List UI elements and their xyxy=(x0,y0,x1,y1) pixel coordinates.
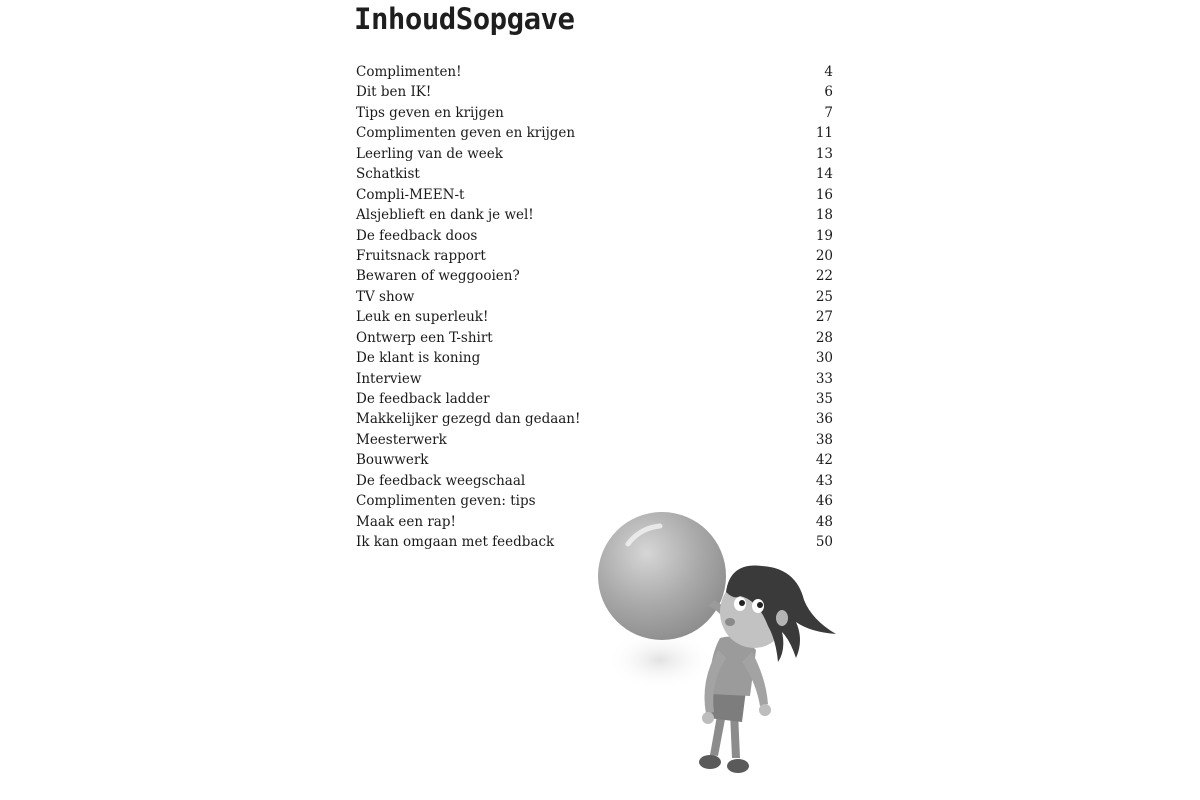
toc-entry xyxy=(356,64,833,84)
toc-entry xyxy=(356,207,833,227)
toc-entry-page-number: 7 xyxy=(824,104,833,121)
toc-entry-label: Alsjeblieft en dank je wel! xyxy=(356,207,534,224)
toc-entry-page-number: 25 xyxy=(815,288,833,305)
toc-entry-label: Bewaren of weggooien? xyxy=(356,268,520,285)
toc-entry-page-number: 30 xyxy=(815,350,833,367)
toc-entry-page-number: 6 xyxy=(824,84,833,101)
toc-entry xyxy=(356,309,833,329)
toc-entry-label: Compli-MEEN-t xyxy=(356,186,465,203)
toc-entry-label: De klant is koning xyxy=(356,350,481,367)
toc-entry-label: Ontwerp een T-shirt xyxy=(356,329,493,346)
page-title: InhoudSopgave xyxy=(354,2,575,36)
toc-entry-label: Makkelijker gezegd dan gedaan! xyxy=(356,411,581,428)
boy-blowing-bubblegum-icon xyxy=(590,500,860,790)
toc-entry xyxy=(356,84,833,104)
table-of-contents xyxy=(356,64,833,555)
toc-entry-label: Maak een rap! xyxy=(356,513,456,530)
toc-entry-page-number: 4 xyxy=(824,64,833,80)
toc-entry-page-number: 18 xyxy=(815,207,833,224)
toc-entry-label: TV show xyxy=(356,288,415,305)
toc-entry-label: Complimenten geven en krijgen xyxy=(356,125,576,142)
toc-entry-page-number: 35 xyxy=(815,391,833,407)
toc-entry-label: Bouwwerk xyxy=(356,452,429,469)
toc-entry xyxy=(356,350,833,370)
toc-entry xyxy=(356,228,833,248)
toc-entry-label: Complimenten! xyxy=(356,64,462,80)
toc-entry-label: De feedback doos xyxy=(356,227,478,244)
toc-entry-page-number: 38 xyxy=(815,431,833,448)
toc-entry-page-number: 20 xyxy=(815,247,833,264)
toc-entry-page-number: 16 xyxy=(815,186,833,203)
toc-entry-label: Interview xyxy=(356,370,422,387)
toc-entry-page-number: 43 xyxy=(815,472,833,489)
toc-entry xyxy=(356,268,833,288)
toc-entry-label: Schatkist xyxy=(356,166,420,183)
toc-entry xyxy=(356,330,833,350)
toc-entry-label: Leuk en superleuk! xyxy=(356,309,489,326)
toc-entry xyxy=(356,452,833,472)
toc-entry xyxy=(356,371,833,391)
toc-entry-page-number: 50 xyxy=(815,534,833,551)
toc-entry-page-number: 28 xyxy=(815,329,833,346)
toc-entry-label: Leerling van de week xyxy=(356,145,503,162)
toc-entry-label: Tips geven en krijgen xyxy=(356,104,504,121)
toc-entry-label: Fruitsnack rapport xyxy=(356,247,486,264)
toc-entry-label: Complimenten geven: tips xyxy=(356,493,536,510)
toc-entry xyxy=(356,248,833,268)
toc-entry-page-number: 42 xyxy=(815,452,833,469)
toc-entry xyxy=(356,146,833,166)
toc-entry-label: Ik kan omgaan met feedback xyxy=(356,534,555,551)
toc-entry xyxy=(356,391,833,411)
toc-entry-page-number: 48 xyxy=(815,513,833,530)
toc-entry xyxy=(356,432,833,452)
toc-entry-page-number: 27 xyxy=(815,309,833,326)
toc-entry xyxy=(356,105,833,125)
toc-entry-label: De feedback weegschaal xyxy=(356,472,526,489)
toc-entry xyxy=(356,289,833,309)
toc-entry-label: De feedback ladder xyxy=(356,391,490,407)
toc-entry-page-number: 13 xyxy=(815,145,833,162)
toc-entry-page-number: 46 xyxy=(815,493,833,510)
toc-entry xyxy=(356,411,833,431)
toc-entry xyxy=(356,125,833,145)
toc-entry xyxy=(356,473,833,493)
toc-entry-label: Dit ben IK! xyxy=(356,84,432,101)
toc-entry xyxy=(356,187,833,207)
toc-entry-page-number: 14 xyxy=(815,166,833,183)
toc-entry-label: Meesterwerk xyxy=(356,431,447,448)
toc-entry-page-number: 36 xyxy=(815,411,833,428)
toc-entry-page-number: 33 xyxy=(815,370,833,387)
toc-entry-page-number: 22 xyxy=(815,268,833,285)
toc-entry xyxy=(356,166,833,186)
toc-entry-page-number: 11 xyxy=(815,125,833,142)
toc-entry-page-number: 19 xyxy=(815,227,833,244)
